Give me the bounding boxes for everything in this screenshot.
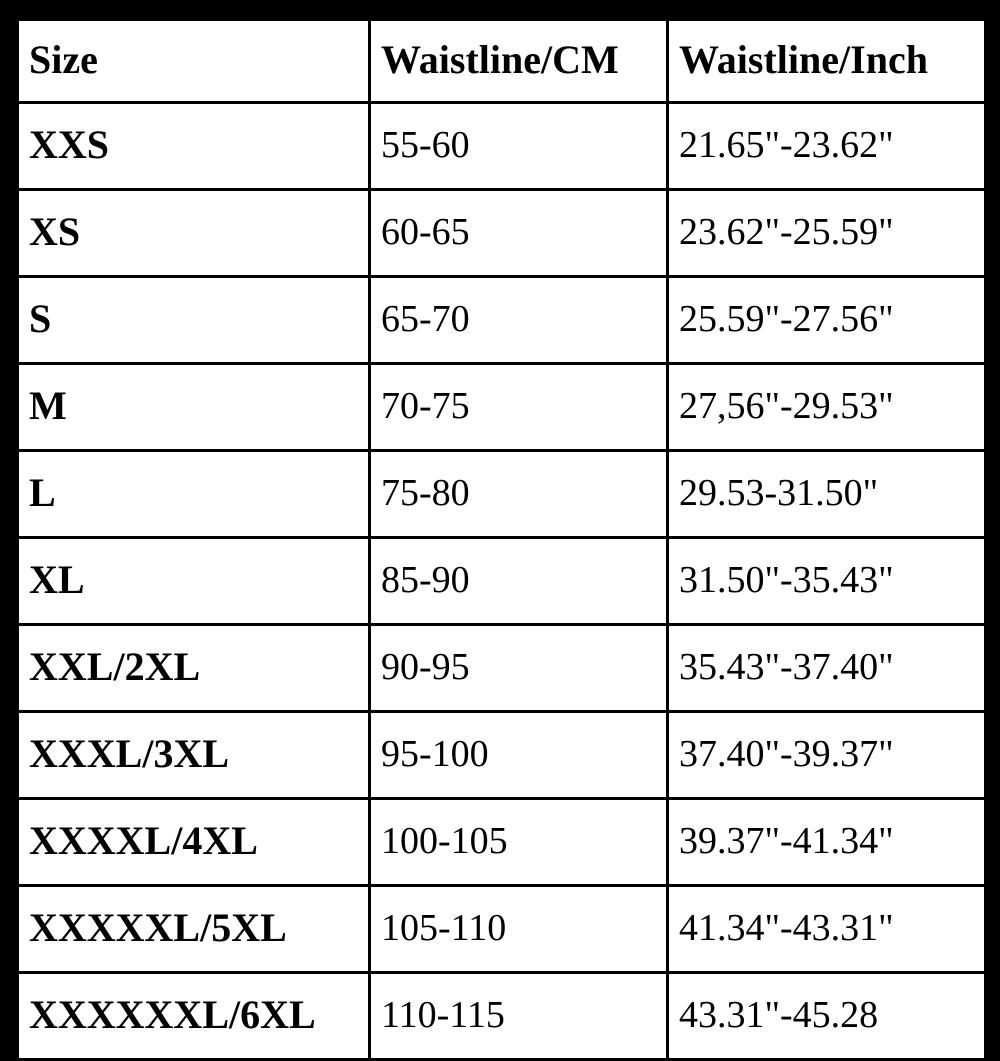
cell-waistline-inch: 39.37"-41.34" [668,799,986,886]
cell-size: XS [18,190,370,277]
cell-waistline-inch: 43.31"-45.28 [668,973,986,1060]
cell-size: XXXXXXL/6XL [18,973,370,1060]
cell-waistline-inch: 35.43"-37.40" [668,625,986,712]
cell-size: S [18,277,370,364]
cell-size: XXS [18,103,370,190]
table-body [18,103,986,1060]
cell-waistline-cm: 90-95 [370,625,668,712]
cell-waistline-inch: 29.53-31.50" [668,451,986,538]
cell-size: XL [18,538,370,625]
cell-size: XXL/2XL [18,625,370,712]
cell-waistline-inch: 37.40"-39.37" [668,712,986,799]
cell-waistline-cm: 60-65 [370,190,668,277]
column-header-waistline-cm: Waistline/CM [370,20,668,103]
cell-waistline-cm: 85-90 [370,538,668,625]
cell-waistline-inch: 31.50"-35.43" [668,538,986,625]
cell-waistline-inch: 41.34"-43.31" [668,886,986,973]
cell-size: XXXXL/4XL [18,799,370,886]
cell-size: M [18,364,370,451]
cell-waistline-cm: 105-110 [370,886,668,973]
table-row [18,103,986,190]
table-row [18,886,986,973]
cell-waistline-inch: 21.65"-23.62" [668,103,986,190]
cell-size: XXXXXL/5XL [18,886,370,973]
cell-waistline-inch: 27,56"-29.53" [668,364,986,451]
cell-waistline-cm: 55-60 [370,103,668,190]
table-row [18,364,986,451]
cell-size: L [18,451,370,538]
cell-size: XXXL/3XL [18,712,370,799]
table-row [18,277,986,364]
cell-waistline-cm: 70-75 [370,364,668,451]
table-header [18,20,986,103]
cell-waistline-inch: 25.59"-27.56" [668,277,986,364]
table-header-row [18,20,986,103]
table-row [18,538,986,625]
cell-waistline-cm: 75-80 [370,451,668,538]
cell-waistline-cm: 100-105 [370,799,668,886]
cell-waistline-cm: 65-70 [370,277,668,364]
table-row [18,712,986,799]
column-header-size: Size [18,20,370,103]
table-row [18,625,986,712]
column-header-waistline-inch: Waistline/Inch [668,20,986,103]
cell-waistline-inch: 23.62"-25.59" [668,190,986,277]
cell-waistline-cm: 95-100 [370,712,668,799]
table-row [18,973,986,1060]
table-row [18,799,986,886]
table-row [18,451,986,538]
cell-waistline-cm: 110-115 [370,973,668,1060]
size-chart-table [16,18,987,1061]
table-row [18,190,986,277]
